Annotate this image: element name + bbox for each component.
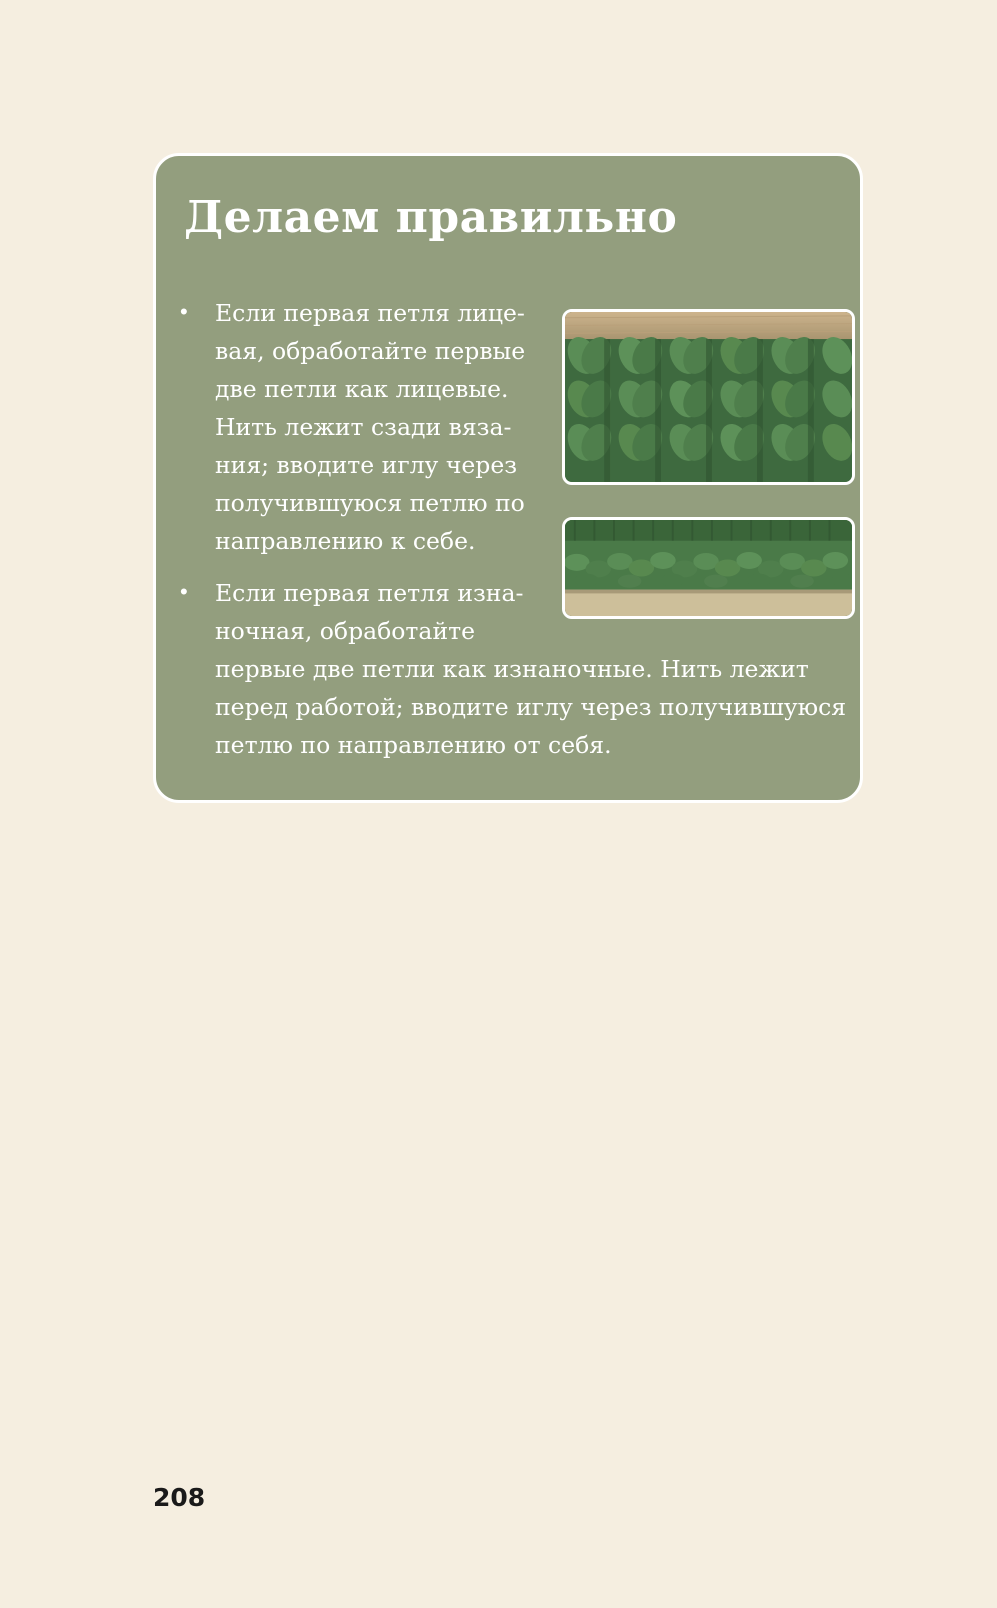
text-line: Если первая петля изна- (215, 579, 524, 607)
text-line: первые две петли как изнаночные. Нить лежит (215, 655, 809, 683)
bullet-marker: • (180, 579, 188, 604)
knit-stitches-image (565, 312, 852, 482)
text-line: направлению к себе. (215, 527, 476, 555)
text-line: Нить лежит сзади вяза- (215, 413, 512, 441)
page-number: 208 (153, 1483, 206, 1512)
bullet-marker: • (180, 299, 188, 324)
tip-title: Делаем правильно (184, 192, 678, 243)
knit-stitches-photo (562, 309, 855, 485)
text-line: ния; вводите иглу через (215, 451, 518, 479)
text-line: Если первая петля лице- (215, 299, 525, 327)
text-line: ночная, обработайте (215, 617, 476, 645)
text-line: получившуюся петлю по (215, 489, 525, 517)
bullet-text-knit (215, 294, 525, 560)
purl-edge-photo (562, 517, 855, 619)
text-line: вая, обработайте первые (215, 337, 526, 365)
text-line: две петли как лицевые. (215, 375, 509, 403)
text-line: перед работой; вводите иглу через получившуюся (215, 693, 847, 721)
tip-box (153, 153, 863, 803)
purl-edge-image (565, 520, 852, 616)
text-line: петлю по направлению от себя. (215, 731, 612, 759)
